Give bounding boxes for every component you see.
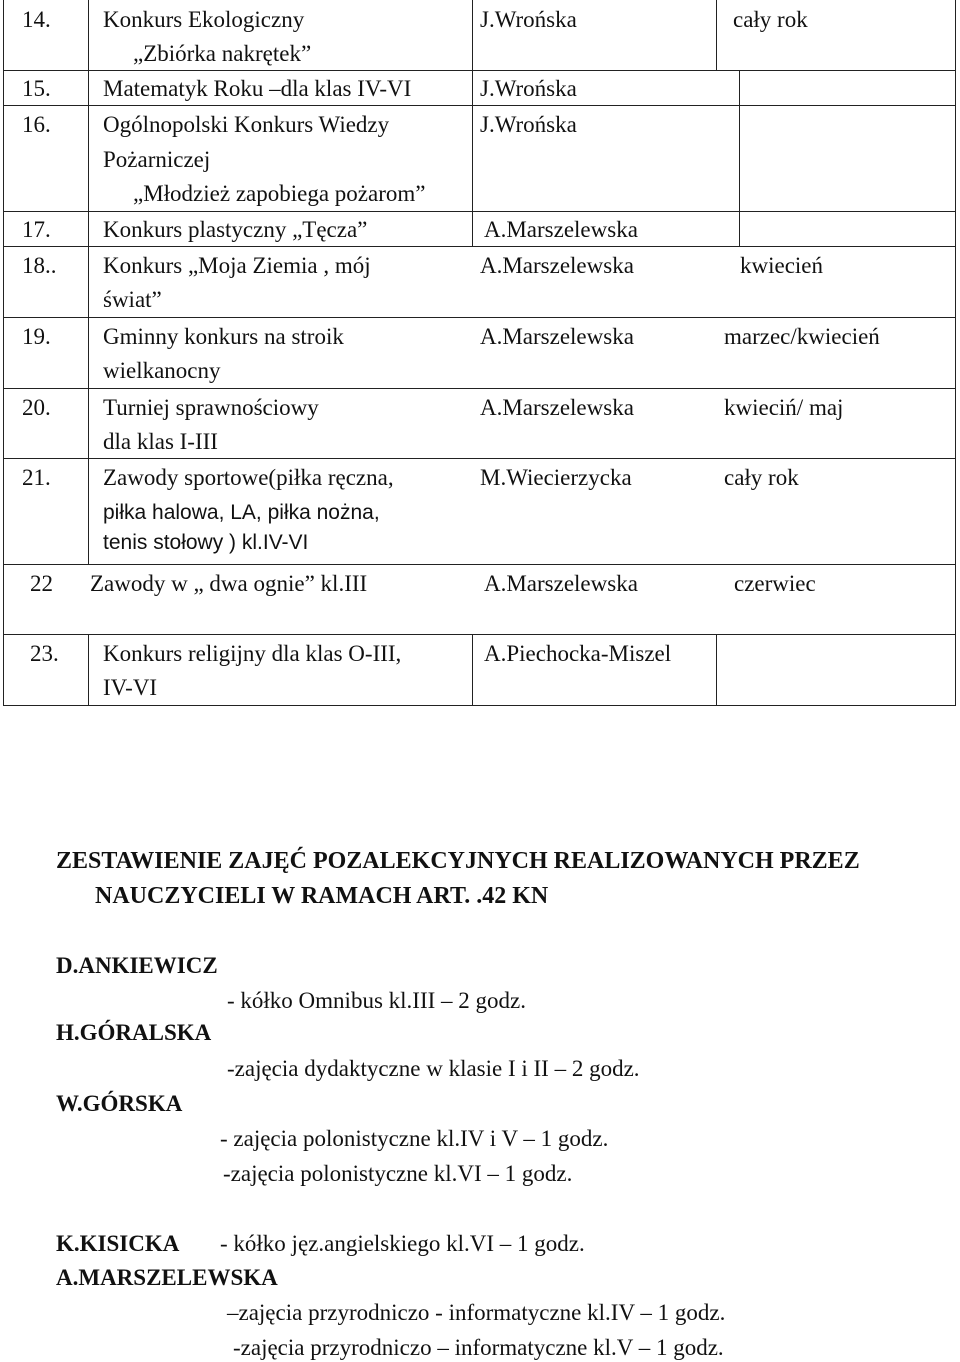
row-number: 19. (22, 324, 51, 349)
table-col-rule (88, 0, 89, 564)
row-title: Zawody sportowe(piłka ręczna, (103, 465, 394, 490)
table-rule (3, 70, 956, 71)
section-title: NAUCZYCIELI W RAMACH ART. .42 KN (95, 883, 549, 909)
row-period: czerwiec (734, 571, 816, 596)
row-teacher: A.Piechocka-Miszel (484, 641, 672, 666)
row-period: marzec/kwiecień (724, 324, 880, 349)
table-col-rule (739, 70, 740, 246)
table-col-rule (716, 634, 717, 706)
table-rule (3, 105, 956, 106)
teacher-activity: -zajęcia polonistyczne kl.VI – 1 godz. (223, 1161, 573, 1186)
row-teacher: J.Wrońska (480, 112, 577, 137)
row-teacher: A.Marszelewska (480, 324, 634, 349)
teacher-name: H.GÓRALSKA (56, 1020, 212, 1045)
row-number: 15. (22, 76, 51, 101)
table-rule (3, 211, 956, 212)
teacher-activity: - kółko jęz.angielskiego kl.VI – 1 godz. (220, 1231, 585, 1256)
row-teacher: A.Marszelewska (480, 395, 634, 420)
row-number: 22 (30, 571, 53, 596)
teacher-name: D.ANKIEWICZ (56, 953, 218, 978)
row-period: kwieciń/ maj (724, 395, 844, 420)
row-title: Konkurs religijny dla klas O-III, (103, 641, 402, 666)
row-title: Pożarniczej (103, 147, 211, 172)
row-title: „Zbiórka nakrętek” (133, 41, 312, 66)
row-title: „Młodzież zapobiega pożarom” (133, 181, 426, 206)
row-title: Zawody w „ dwa ognie” kl.III (90, 571, 368, 596)
table-col-rule (716, 0, 717, 70)
row-number: 21. (22, 465, 51, 490)
table-rule (3, 388, 956, 389)
row-period: cały rok (724, 465, 799, 490)
row-period: cały rok (733, 7, 808, 32)
row-title: Konkurs plastyczny „Tęcza” (103, 217, 368, 242)
teacher-activity: -zajęcia dydaktyczne w klasie I i II – 2 godz. (227, 1056, 640, 1081)
row-teacher: M.Wiecierzycka (480, 465, 632, 490)
row-number: 23. (30, 641, 59, 666)
row-title: tenis stołowy ) kl.IV-VI (103, 531, 309, 554)
row-teacher: J.Wrońska (480, 76, 577, 101)
teacher-activity: –zajęcia przyrodniczo - informatyczne kl.IV – 1 godz. (227, 1300, 726, 1325)
row-number: 16. (22, 112, 51, 137)
teacher-activity: - zajęcia polonistyczne kl.IV i V – 1 godz. (220, 1126, 609, 1151)
table-col-rule (472, 0, 473, 246)
table-rule (3, 317, 956, 318)
row-title: wielkanocny (103, 358, 221, 383)
row-period: kwiecień (740, 253, 824, 278)
table-rule (3, 246, 956, 247)
row-number: 20. (22, 395, 51, 420)
row-teacher: A.Marszelewska (484, 571, 638, 596)
section-title: ZESTAWIENIE ZAJĘĆ POZALEKCYJNYCH REALIZOWANYCH PRZEZ (56, 848, 860, 874)
row-teacher: A.Marszelewska (480, 253, 634, 278)
teacher-name: K.KISICKA (56, 1231, 180, 1256)
row-title: dla klas I-III (103, 429, 218, 454)
row-title: Turniej sprawnościowy (103, 395, 319, 420)
row-number: 18.. (22, 253, 57, 278)
row-title: IV-VI (103, 675, 158, 700)
row-title: Ogólnopolski Konkurs Wiedzy (103, 112, 390, 137)
teacher-activity: -zajęcia przyrodniczo – informatyczne kl.V – 1 godz. (233, 1335, 724, 1360)
table-rule (3, 458, 956, 459)
table-rule (3, 564, 956, 565)
table-col-rule (88, 634, 89, 706)
row-title: Matematyk Roku –dla klas IV-VI (103, 76, 412, 101)
row-number: 17. (22, 217, 51, 242)
table-col-rule (472, 634, 473, 706)
row-number: 14. (22, 7, 51, 32)
row-teacher: J.Wrońska (480, 7, 577, 32)
row-teacher: A.Marszelewska (484, 217, 638, 242)
row-title: Konkurs „Moja Ziemia , mój (103, 253, 371, 278)
row-title: Konkurs Ekologiczny (103, 7, 305, 32)
row-title: świat” (103, 287, 162, 312)
table-rule (3, 634, 956, 635)
row-title: Gminny konkurs na stroik (103, 324, 344, 349)
teacher-activity: - kółko Omnibus kl.III – 2 godz. (227, 988, 526, 1013)
row-title: piłka halowa, LA, piłka nożna, (103, 501, 380, 524)
teacher-name: A.MARSZELEWSKA (56, 1265, 278, 1290)
teacher-name: W.GÓRSKA (56, 1091, 183, 1116)
